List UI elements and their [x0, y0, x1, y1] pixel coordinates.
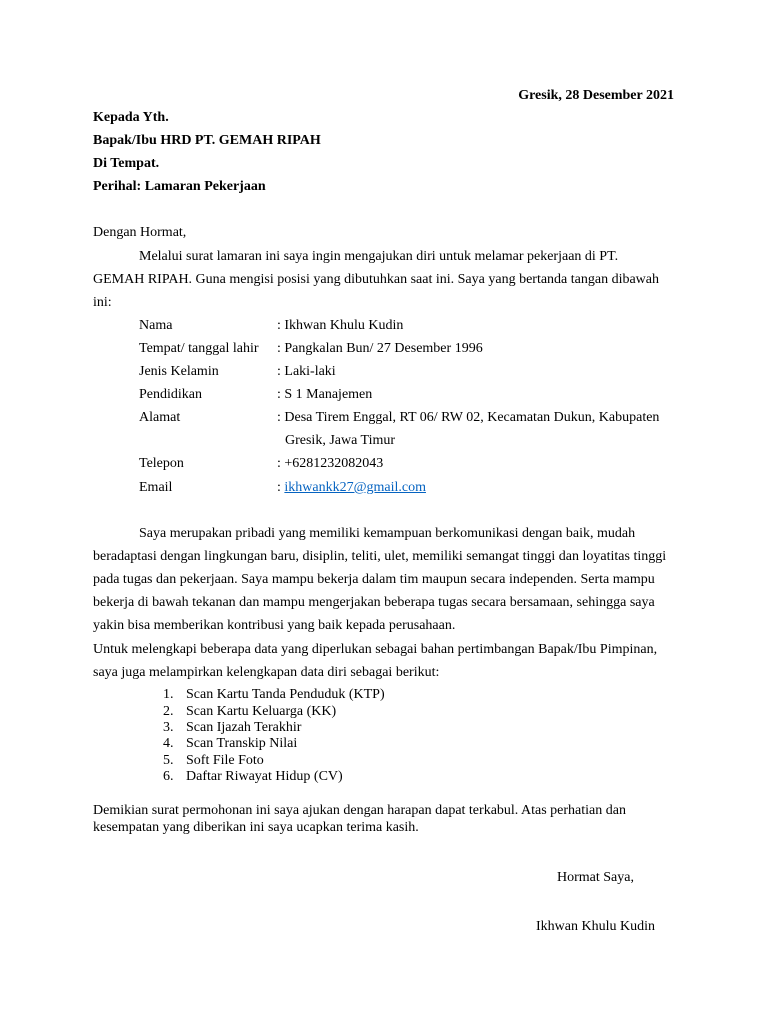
- biodata-row-value: [277, 318, 403, 334]
- recipient-line: Di Tempat.: [93, 156, 160, 171]
- biodata-row-value: [277, 387, 372, 403]
- attachments-intro-line: saya juga melampirkan kelengkapan data diri sebagai berikut:: [93, 665, 440, 680]
- biodata-separator: :: [277, 387, 281, 402]
- biodata-row-value: [277, 480, 426, 496]
- biodata-row-value: [277, 364, 336, 380]
- biodata-separator: :: [277, 456, 281, 471]
- biodata-label: Pendidikan: [139, 387, 202, 402]
- signature-name: Ikhwan Khulu Kudin: [536, 919, 655, 934]
- biodata-label: Alamat: [139, 410, 181, 425]
- body-paragraph-line: beradaptasi dengan lingkungan baru, disiplin, teliti, ulet, memiliki semangat tinggi dan loyatitas tinggi: [93, 549, 667, 564]
- body-paragraph-line: yakin bisa memberikan kontribusi yang baik kepada perusahaan.: [93, 618, 456, 633]
- closing-line: kesempatan yang diberikan ini saya ucapkan terima kasih.: [93, 820, 419, 835]
- biodata-value: Desa Tirem Enggal, RT 06/ RW 02, Kecamatan Dukun, Kabupaten: [284, 410, 660, 425]
- attachment-number: 5.: [163, 753, 174, 768]
- email-link[interactable]: ikhwankk27@gmail.com: [284, 480, 426, 495]
- attachment-number: 6.: [163, 769, 174, 784]
- biodata-separator: :: [277, 480, 281, 495]
- attachment-list-item: Scan Ijazah Terakhir: [186, 720, 302, 735]
- biodata-row-value: [277, 456, 383, 472]
- biodata-separator: :: [277, 318, 281, 333]
- biodata-value: Pangkalan Bun/ 27 Desember 1996: [284, 341, 483, 356]
- body-paragraph-line: bekerja di bawah tekanan dan mampu mengerjakan beberapa tugas secara bersamaan, sehingga saya: [93, 595, 655, 610]
- biodata-label: Tempat/ tanggal lahir: [139, 341, 259, 356]
- attachment-number: 4.: [163, 736, 174, 751]
- attachment-list-item: Daftar Riwayat Hidup (CV): [186, 769, 343, 784]
- biodata-value-continuation: Gresik, Jawa Timur: [285, 433, 396, 448]
- biodata-label: Nama: [139, 318, 173, 333]
- attachment-list-item: Scan Kartu Keluarga (KK): [186, 704, 337, 719]
- sign-off: Hormat Saya,: [557, 870, 634, 885]
- attachment-list-item: Scan Kartu Tanda Penduduk (KTP): [186, 687, 385, 702]
- subject-line: Perihal: Lamaran Pekerjaan: [93, 179, 266, 194]
- intro-line: ini:: [93, 295, 112, 310]
- attachment-number: 2.: [163, 704, 174, 719]
- attachment-number: 1.: [163, 687, 174, 702]
- biodata-row-value: [277, 410, 659, 426]
- salutation: Dengan Hormat,: [93, 225, 187, 240]
- biodata-label: Jenis Kelamin: [139, 364, 219, 379]
- biodata-label: Email: [139, 480, 173, 495]
- body-paragraph-line: Saya merupakan pribadi yang memiliki kemampuan berkomunikasi dengan baik, mudah: [139, 526, 636, 541]
- attachment-list-item: Scan Transkip Nilai: [186, 736, 298, 751]
- body-paragraph-line: pada tugas dan pekerjaan. Saya mampu bekerja dalam tim maupun secara independen. Serta mampu: [93, 572, 655, 587]
- closing-line: Demikian surat permohonan ini saya ajukan dengan harapan dapat terkabul. Atas perhatian dan: [93, 803, 626, 818]
- biodata-value: +6281232082043: [284, 456, 384, 471]
- intro-line: Melalui surat lamaran ini saya ingin mengajukan diri untuk melamar pekerjaan di PT.: [139, 249, 619, 264]
- biodata-separator: :: [277, 341, 281, 356]
- biodata-separator: :: [277, 364, 281, 379]
- biodata-value: S 1 Manajemen: [284, 387, 373, 402]
- biodata-value: Ikhwan Khulu Kudin: [284, 318, 404, 333]
- date-line: Gresik, 28 Desember 2021: [518, 88, 674, 103]
- biodata-separator: :: [277, 410, 281, 425]
- attachment-number: 3.: [163, 720, 174, 735]
- biodata-row-value: [277, 341, 483, 357]
- recipient-line: Bapak/Ibu HRD PT. GEMAH RIPAH: [93, 133, 321, 148]
- intro-line: GEMAH RIPAH. Guna mengisi posisi yang dibutuhkan saat ini. Saya yang bertanda tangan dibawah: [93, 272, 660, 287]
- biodata-value: Laki-laki: [284, 364, 336, 379]
- attachments-intro-line: Untuk melengkapi beberapa data yang diperlukan sebagai bahan pertimbangan Bapak/Ibu Pimpinan,: [93, 642, 658, 657]
- recipient-line: Kepada Yth.: [93, 110, 169, 125]
- attachment-list-item: Soft File Foto: [186, 753, 264, 768]
- biodata-label: Telepon: [139, 456, 184, 471]
